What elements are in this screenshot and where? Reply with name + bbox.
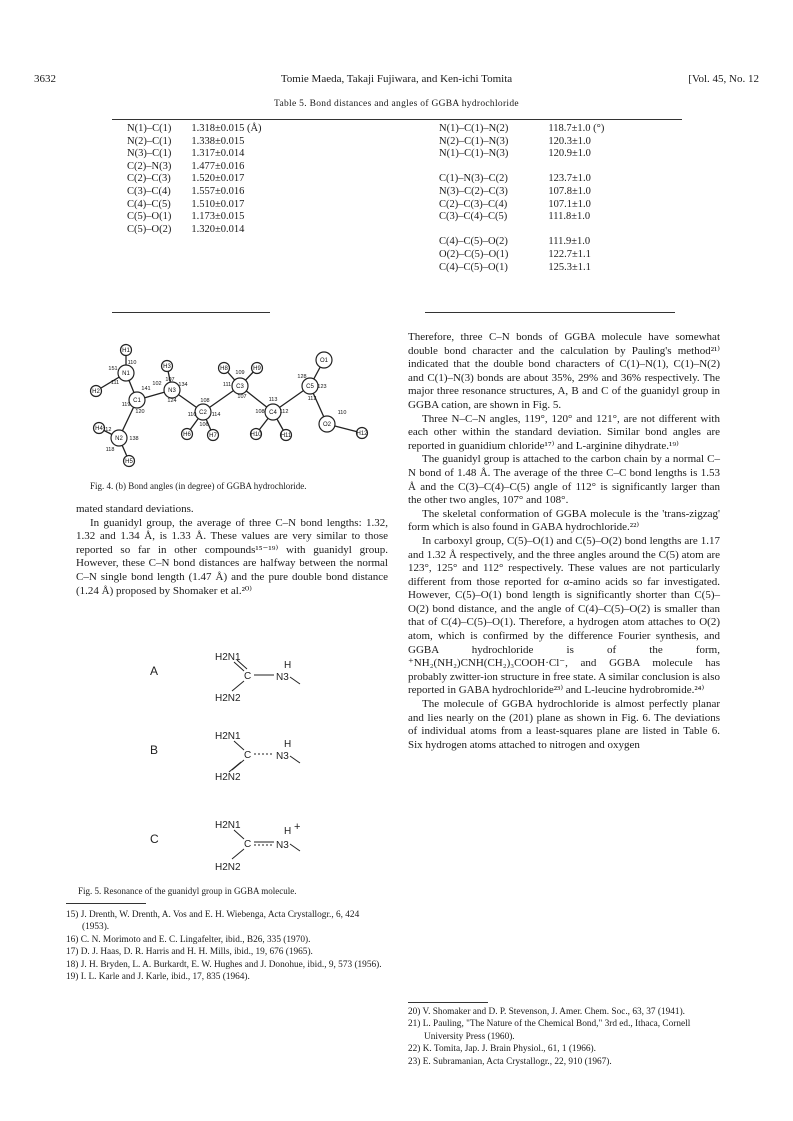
table-bottom-rule-right [425,312,675,313]
table-row [439,161,604,174]
paragraph: In carboxyl group, C(5)–O(1) and C(5)–O(2) bond lengths are 1.17 and 1.32 Å respectively, and the three angles around the C(5) atom are 123°, 125° and 112° respectively. These values are not particularly different from those reported for α-amino acids so far investigated. However, C(5)–O(1) bond length is significantly shorter than C(5)–O(2) bond distance, and the angle of C(4)–C(5)–O(2) is smaller than that of C(4)–C(5)–O(1). Therefore, a hydrogen atom attaches to O(2) atom, which is confirmed by the difference Fourier synthesis, and GGBA hydrochloride is of the form, ⁺NH₂(NH₂)CNH(CH₂)₃COOH·Cl⁻, and GGBA molecule has probably zwitter-ion structure in free state. A similar conclusion is also reported in GABA hydrochloride²³⁾ and L-leucine hydrobromide.²⁴⁾ [408,534,720,697]
angle-label: 119 [121,402,131,408]
angle-label: 106 [199,422,209,428]
angle-value: 123.7±1.0 [548,173,591,185]
angle-value: 125.3±1.1 [548,261,591,273]
bond-name: C(4)–C(5) [127,198,171,210]
amino-n1: H2N1 [215,652,241,663]
atom-c4: C4 [269,410,277,416]
bond-value: 1.510±0.017 [191,198,245,210]
table-row [127,148,262,161]
atom-o2: O2 [322,422,332,428]
atom-h3: H3 [163,364,171,370]
angle-label: 111 [110,380,120,386]
atom-h11: H11 [280,433,292,439]
angle-name: N(3)–C(2)–C(3) [439,185,508,197]
amino-n1: H2N1 [215,731,241,742]
atom-h1: H1 [122,348,130,354]
angle-label: 120 [135,409,145,415]
atom-n1: N1 [122,371,130,377]
angle-name: N(1)–C(1)–N(2) [439,123,509,134]
atom-h4: H4 [95,426,103,432]
angle-name: C(3)–C(4)–C(5) [439,211,508,223]
fig4-bond-angle-diagram [80,328,380,478]
paragraph: The guanidyl group is attached to the carbon chain by a normal C–N bond of 1.48 Å. The average of the three C–C bond lengths is 1.53 Å and the C(3)–C(4)–C(5) angle of 112° is significantly larger than the other two angles, 107° and 108°. [408,453,720,507]
bond-name: N(1)–C(1) [127,123,172,134]
bond-name: C(2)–N(3) [127,160,172,172]
table-row [439,249,604,262]
table-bottom-rule-left [112,312,270,313]
table-row [439,211,604,224]
angle-label: 112 [307,396,317,402]
bond-name: C(5)–O(2) [127,223,172,235]
angle-value [508,161,604,174]
atom-h7: H7 [209,433,217,439]
bond-value: 1.557±0.016 [191,185,245,197]
volume-info: [Vol. 45, No. 12 [688,73,759,85]
bond-name: N(2)–C(1) [127,135,172,147]
bond-value: 1.320±0.014 [191,223,245,235]
angle-value: 122.7±1.1 [548,248,591,260]
angle-label: 113 [268,397,278,403]
table-row [439,148,604,161]
atom-o1: O1 [319,358,329,364]
reference: 19) I. L. Karle and J. Karle, ibid., 17, 835 (1964). [66,972,250,983]
table-row [439,173,604,186]
angle-name [439,224,508,237]
imino-n3: N3 [276,751,289,762]
table-title: Table 5. Bond distances and angles of GGBA hydrochloride [274,99,519,109]
angle-name: C(4)–C(5)–O(2) [439,236,508,248]
right-column-text [408,331,720,752]
carbon: C [244,671,252,682]
bond-value: 1.520±0.017 [191,173,245,185]
table-row [127,173,262,186]
running-header [34,73,759,89]
amino-n2: H2N2 [215,862,241,873]
paragraph: Three N–C–N angles, 119°, 120° and 121°, are not different with each other within the standard deviation. Similar bond angles are reported in guanidium chloride¹⁷⁾ and L-arginine dihydrate.¹⁹⁾ [408,412,720,452]
angle-name: C(1)–N(3)–C(2) [439,173,508,185]
fig4-caption: Fig. 4. (b) Bond angles (in degree) of GGBA hydrochloride. [90,481,307,491]
angle-label: 108 [255,409,265,415]
angle-label: 151 [108,366,118,372]
footnotes-right [408,1006,724,1068]
angle-label: 107 [165,377,175,383]
atom-h5: H5 [125,459,133,465]
table-row [439,136,604,149]
bond-value: 1.173±0.015 [191,211,245,223]
angle-name: O(2)–C(5)–O(1) [439,248,509,260]
angle-label: 112 [279,409,289,415]
table-row [127,161,262,174]
paragraph: Therefore, three C–N bonds of GGBA molecule have somewhat double bond character and the calculation by Pauling's method²¹⁾ indicated that the double bond characters of C(1)–N(1), C(1)–N(2) and C(1)–N(3) bonds are about 35%, 29% and 36% respectively. The major three resonance structures, A, B and C of the guanidyl group in GGBA cation, are shown in Fig. 5. [408,331,720,411]
fig5-caption: Fig. 5. Resonance of the guanidyl group in GGBA molecule. [78,886,297,896]
atom-h12: H12 [356,431,368,437]
atom-n2: N2 [115,436,123,442]
angle-label: 141 [141,386,151,392]
reference: 15) J. Drenth, W. Drenth, A. Vos and E. H. Wiebenga, Acta Crystallogr., 6, 424 (1953). [66,910,360,933]
carbon: C [244,750,252,761]
table-row [439,199,604,212]
angle-label: 110 [127,360,137,366]
amino-n2: H2N2 [215,772,241,783]
reference: 17) D. J. Haas, D. R. Harris and H. H. Mills, ibid., 19, 676 (1965). [66,947,313,958]
bond-name: C(2)–C(3) [127,173,171,185]
angle-label: 134 [178,382,188,388]
angle-name: C(4)–C(5)–O(1) [439,261,508,273]
atom-h2: H2 [92,389,100,395]
table-row [439,123,604,136]
bond-value: 1.338±0.015 [191,135,245,147]
carbon: C [244,839,252,850]
structure-label-c: C [150,832,159,846]
bond-value: 1.318±0.015 (Å) [191,123,262,134]
bond-name: C(3)–C(4) [127,185,171,197]
atom-h8: H8 [220,366,228,372]
reference: 21) L. Pauling, "The Nature of the Chemical Bond," 3rd ed., Ithaca, Cornell University Press (1960). [408,1019,691,1042]
paragraph: In guanidyl group, the average of three C–N bond lengths: 1.32, 1.32 and 1.34 Å, is 1.33 Å. These values are very similar to those reported so far in other compounds¹⁵⁻¹⁹⁾ with guanidyl group. However, these C–N bond distances are halfway between the normal C–N single bond length (1.47 Å) and the pure double bond distance (1.24 Å) proposed by Shomaker et al.²⁰⁾ [76,516,388,597]
bond-value: 1.477±0.016 [191,160,245,172]
atom-h9: H9 [253,366,261,372]
angle-value: 107.8±1.0 [548,185,591,197]
footnote-rule-left [66,903,146,904]
imino-n3: N3 [276,672,289,683]
table-row [127,211,262,224]
table-row [127,199,262,212]
angle-name: C(2)–C(3)–C(4) [439,198,508,210]
angle-label: 107 [237,394,247,400]
bond-value: 1.317±0.014 [191,148,245,160]
angle-value: 120.9±1.0 [548,148,591,160]
table-row [127,136,262,149]
atom-h10: H10 [250,432,262,438]
author-line: Tomie Maeda, Takaji Fujiwara, and Ken-ichi Tomita [280,73,513,85]
table-top-rule [112,119,682,120]
angle-value [508,224,604,237]
angle-label: 111 [222,382,232,388]
hydrogen: H [284,826,292,837]
angle-label: 118 [105,447,115,453]
angle-label: 108 [200,398,210,404]
angle-label: 124 [167,398,177,404]
footnotes-left [66,909,388,983]
table-row [127,186,262,199]
table-row [439,224,604,237]
paragraph: The molecule of GGBA hydrochloride is almost perfectly planar and lies nearly on the (201) plane as shown in Fig. 6. The deviations of individual atoms from a least-squares plane are listed in Table 6. Six hydrogen atoms attached to nitrogen and oxygen [408,698,720,751]
angle-label: 109 [235,370,245,376]
angle-value: 107.1±1.0 [548,198,591,210]
structure-label-a: A [150,664,159,678]
angle-name [439,161,508,174]
structure-label-b: B [150,743,159,757]
reference: 16) C. N. Morimoto and E. C. Lingafelter, ibid., B26, 335 (1970). [66,934,311,945]
angle-value: 120.3±1.0 [548,135,591,147]
angle-table [439,123,604,274]
paragraph: The skeletal conformation of GGBA molecule is the 'trans-zigzag' form which is also found in GABA hydrochloride.²²⁾ [408,507,720,534]
bond-name: N(3)–C(1) [127,148,172,160]
amino-n2: H2N2 [215,693,241,704]
left-column-text [76,503,388,598]
footnote-rule-right [408,1002,488,1003]
atom-n3: N3 [168,388,176,394]
atom-h6: H6 [183,432,191,438]
angle-name: N(1)–C(1)–N(3) [439,148,509,160]
distance-table [127,123,262,236]
reference: 18) J. H. Bryden, L. A. Burkardt, E. W. Hughes and J. Donohue, ibid., 9, 573 (1956). [66,959,382,970]
angle-value: 111.8±1.0 [548,211,591,223]
atom-c2: C2 [199,410,207,416]
reference: 20) V. Shomaker and D. P. Stevenson, J. Amer. Chem. Soc., 63, 37 (1941). [408,1007,686,1017]
paragraph: mated standard deviations. [76,503,194,515]
fig5-resonance-diagram [140,644,340,884]
angle-value: 118.7±1.0 (°) [548,123,605,134]
page-number: 3632 [34,73,56,85]
angle-label: 114 [211,412,221,418]
angle-label: 138 [129,436,139,442]
table-row [127,123,262,136]
angle-label: 112 [102,427,112,433]
atom-c3: C3 [236,384,244,390]
atom-c1: C1 [133,398,141,404]
reference: 23) E. Subramanian, Acta Crystallogr., 22, 910 (1967). [408,1056,612,1067]
amino-n1: H2N1 [215,820,241,831]
angle-name: N(2)–C(1)–N(3) [439,135,509,147]
angle-label: 110 [337,410,347,416]
angle-label: 128 [297,374,307,380]
bond-name: C(5)–O(1) [127,211,172,223]
reference: 22) K. Tomita, Jap. J. Brain Physiol., 61, 1 (1966). [408,1044,596,1055]
table-row [127,224,262,237]
atom-c5: C5 [306,384,314,390]
angle-label: 102 [152,381,162,387]
angle-value: 111.9±1.0 [548,236,591,248]
angle-label: 123 [317,384,327,390]
hydrogen: H [284,660,292,671]
imino-n3: N3 [276,840,289,851]
table-row [439,236,604,249]
table-row [439,262,604,275]
table-row [439,186,604,199]
hydrogen: H [284,739,292,750]
plus-charge: + [294,821,301,833]
angle-label: 110 [187,412,197,418]
